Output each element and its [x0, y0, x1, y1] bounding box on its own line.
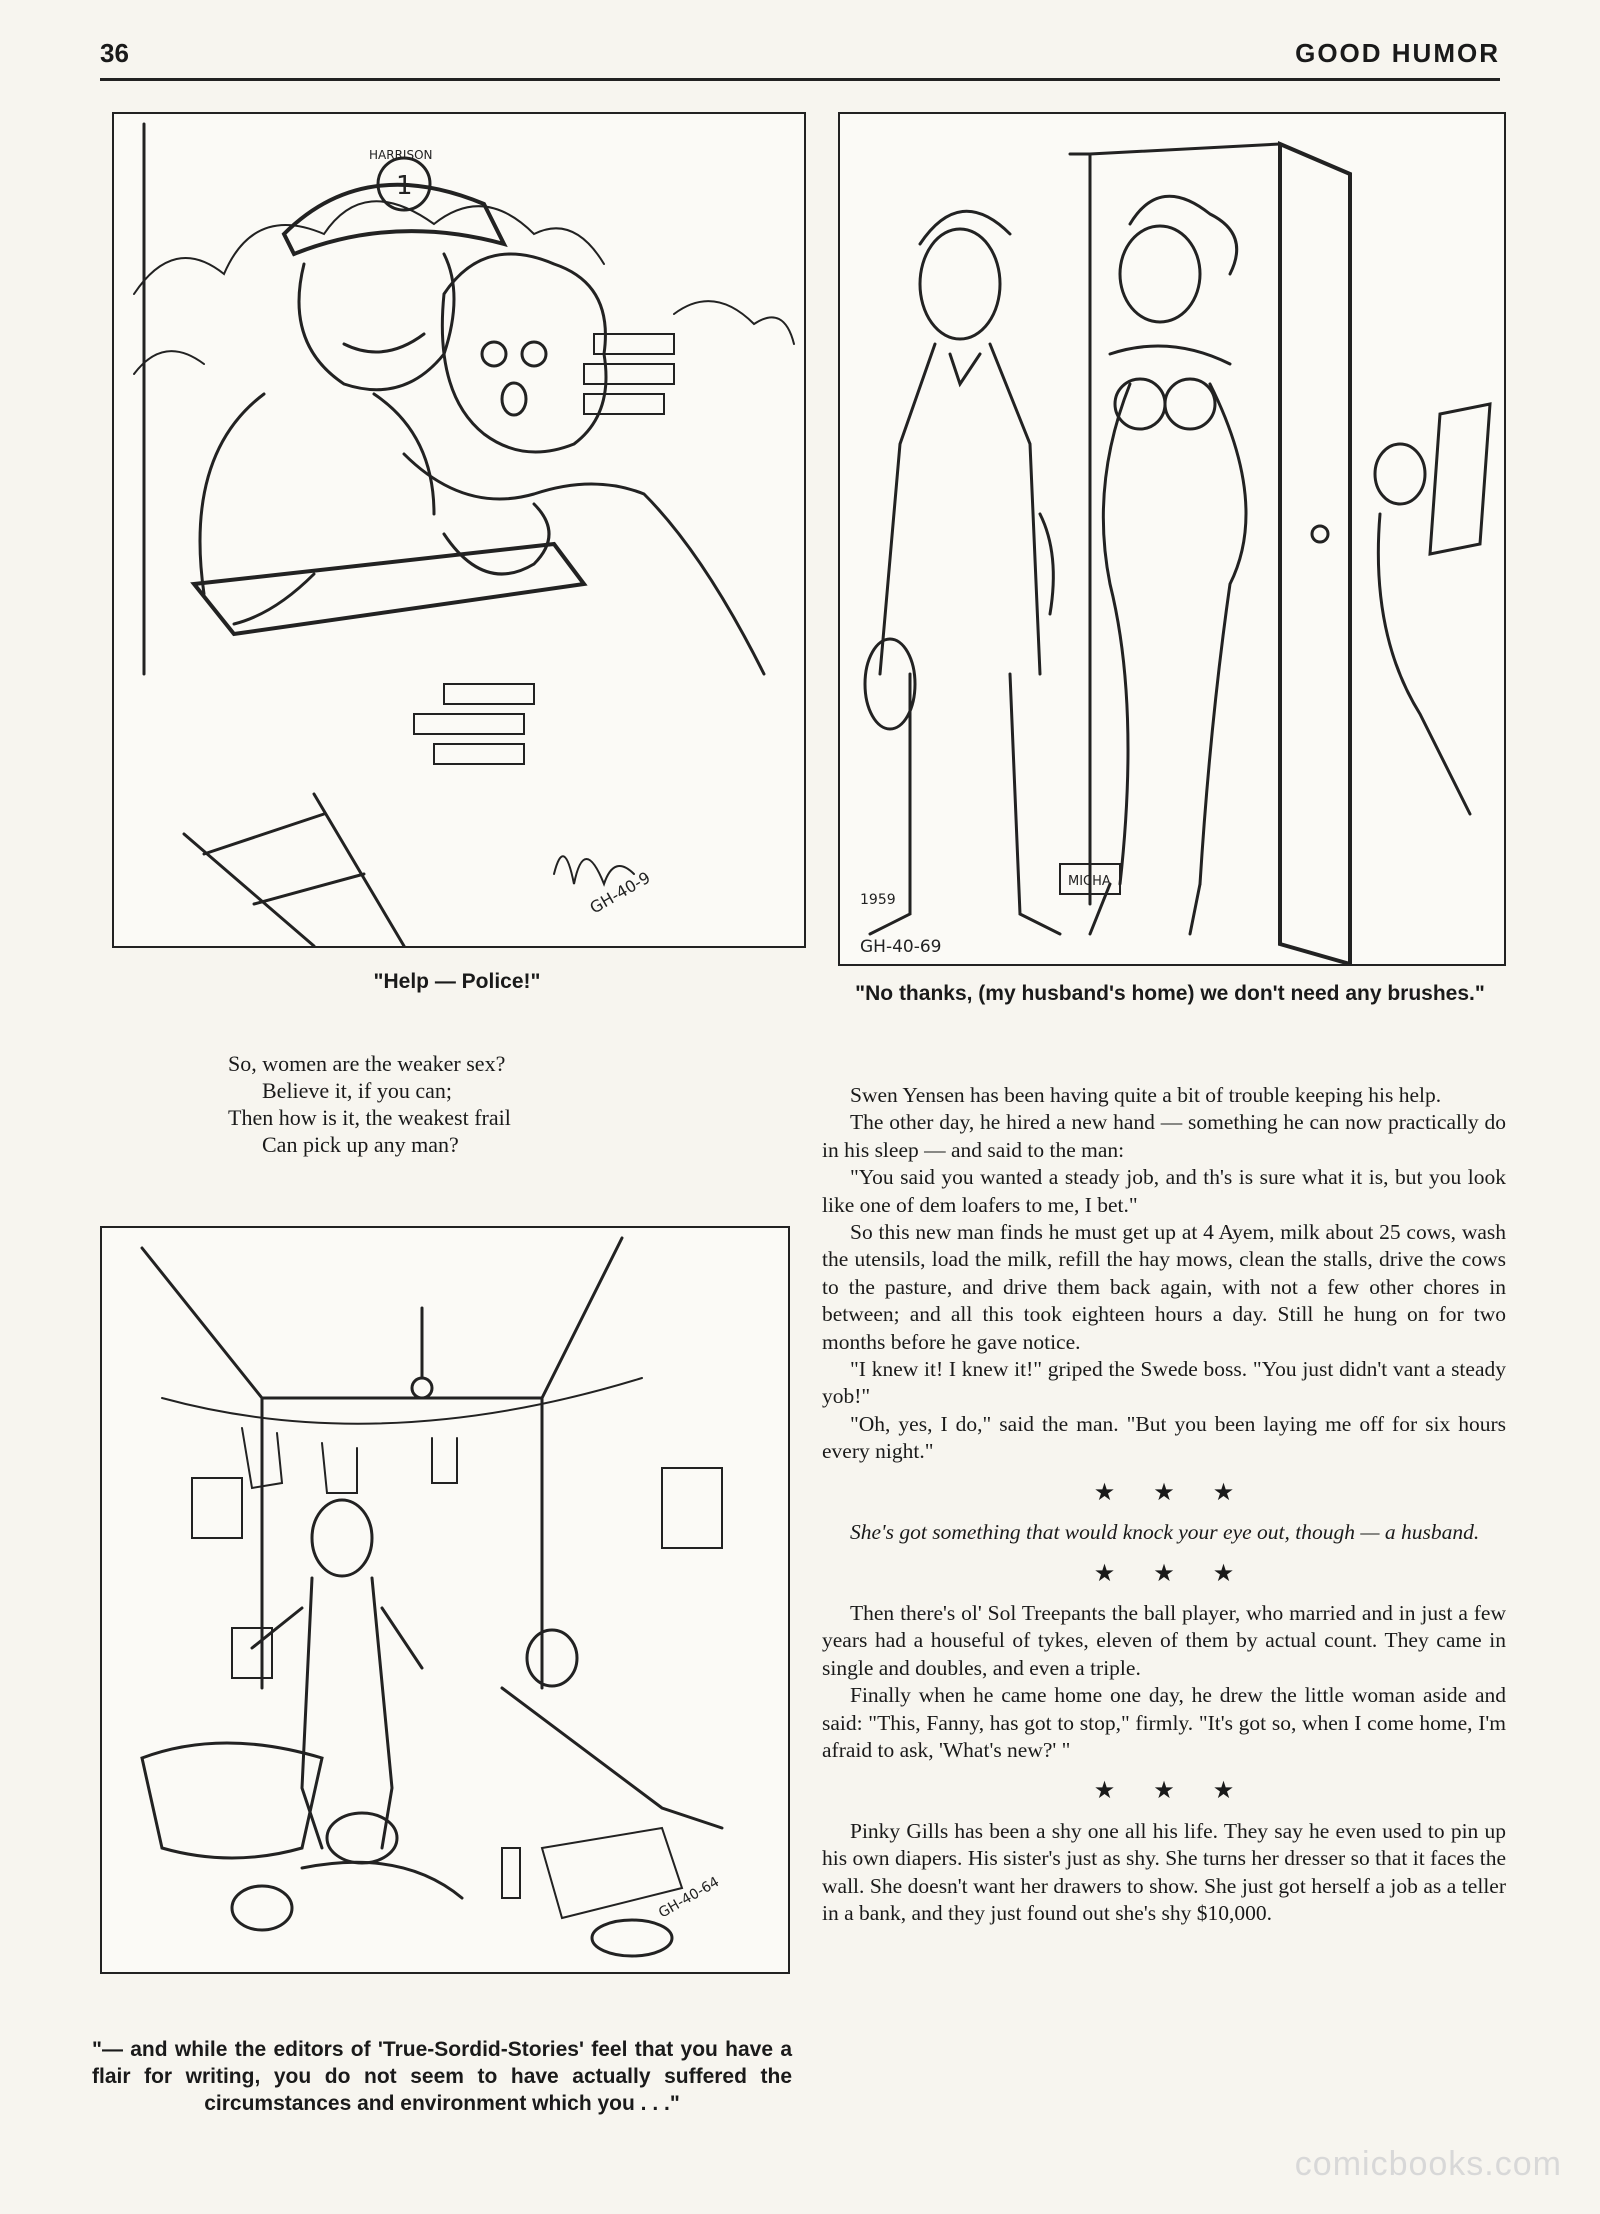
poem-line: Then how is it, the weakest frail — [228, 1105, 511, 1130]
cartoon-firefighter-art — [114, 114, 804, 946]
page-number: 36 — [100, 38, 129, 68]
cartoon-tenement — [100, 1226, 790, 1974]
watermark: comicbooks.com — [1294, 2145, 1562, 2183]
poem-line: Believe it, if you can; — [262, 1078, 452, 1103]
article-paragraph: "Oh, yes, I do," said the man. "But you been laying me off for six hours every night." — [822, 1411, 1506, 1464]
article-paragraph: Then there's ol' Sol Treepants the ball player, who married and in just a few years had a houseful of tykes, eleven of them by actual count. They came in single and doubles, and even a triple. — [822, 1600, 1506, 1680]
article-paragraph: "I knew it! I knew it!" griped the Swede boss. "You just didn't vant a steady yob!" — [822, 1357, 1506, 1409]
article-paragraph: The other day, he hired a new hand — something he can now practically do in his sleep — and said to the man: — [822, 1110, 1506, 1162]
cartoon-firefighter — [112, 112, 806, 948]
article-paragraph: "You said you wanted a steady job, and th's is sure what it is, but you look like one of dem loafers to me, I bet." — [822, 1165, 1506, 1217]
article-paragraph: Pinky Gills has been a shy one all his life. They say he even used to pin up his own diapers. His sister's just as shy. She turns her dresser so that it faces the wall. She doesn't want her drawers to show. She just got herself a job as a teller in a bank, and they just found out she's shy $10,000. — [822, 1818, 1506, 1925]
cartoon-firefighter-caption: "Help — Police!" — [373, 970, 541, 993]
signature-code: GH-40-64 — [656, 1874, 723, 1922]
page-header — [100, 38, 1500, 81]
article-column — [822, 1082, 1506, 1927]
cartoon-doorway-art — [840, 114, 1504, 964]
article-paragraph: So this new man finds he must get up at 4 Ayem, milk about 25 cows, wash the utensils, load the milk, refill the hay mows, clean the stalls, drive the cows to the pasture, and drive them back again, with not a few other chores in between; and all this took eighteen hours a day. Still he hung on for two months before he gave notice. — [822, 1220, 1506, 1354]
article-quip: She's got something that would knock your eye out, though — a husband. — [850, 1520, 1480, 1545]
poem-line: So, women are the weaker sex? — [228, 1051, 506, 1076]
cartoon-doorway — [838, 112, 1506, 966]
signature-code: GH-40-9 — [586, 867, 654, 918]
cartoon-tenement-caption: "— and while the editors of 'True-Sordid-Stories' feel that you have a flair for writing, you do not seem to have actually suffered the circumstances and environment which you . . ." — [92, 2038, 792, 2115]
article-paragraph: Finally when he came home one day, he drew the little woman aside and said: "This, Fanny, has got to stop," firmly. "It's got so, when I come home, I'm afraid to ask, 'What's new?' " — [822, 1683, 1506, 1762]
poem-line: Can pick up any man? — [262, 1132, 459, 1157]
cartoon-tenement-art — [102, 1228, 788, 1972]
poem — [228, 1050, 648, 1158]
year-mark: 1959 — [860, 892, 896, 908]
cartoon-doorway-caption: "No thanks, (my husband's home) we don't need any brushes." — [855, 982, 1485, 1005]
hat-number: 1 — [396, 171, 413, 201]
magazine-title: GOOD HUMOR — [1295, 38, 1500, 68]
hat-lettering: HARRISON — [369, 148, 433, 162]
signature-code: GH-40-69 — [860, 937, 942, 957]
section-divider-stars: ★★★ — [1093, 1479, 1273, 1506]
section-divider-stars: ★★★ — [1093, 1778, 1273, 1805]
signature: MICHA — [1068, 874, 1111, 889]
article-paragraph: Swen Yensen has been having quite a bit of trouble keeping his help. — [850, 1083, 1442, 1107]
section-divider-stars: ★★★ — [1093, 1560, 1273, 1587]
